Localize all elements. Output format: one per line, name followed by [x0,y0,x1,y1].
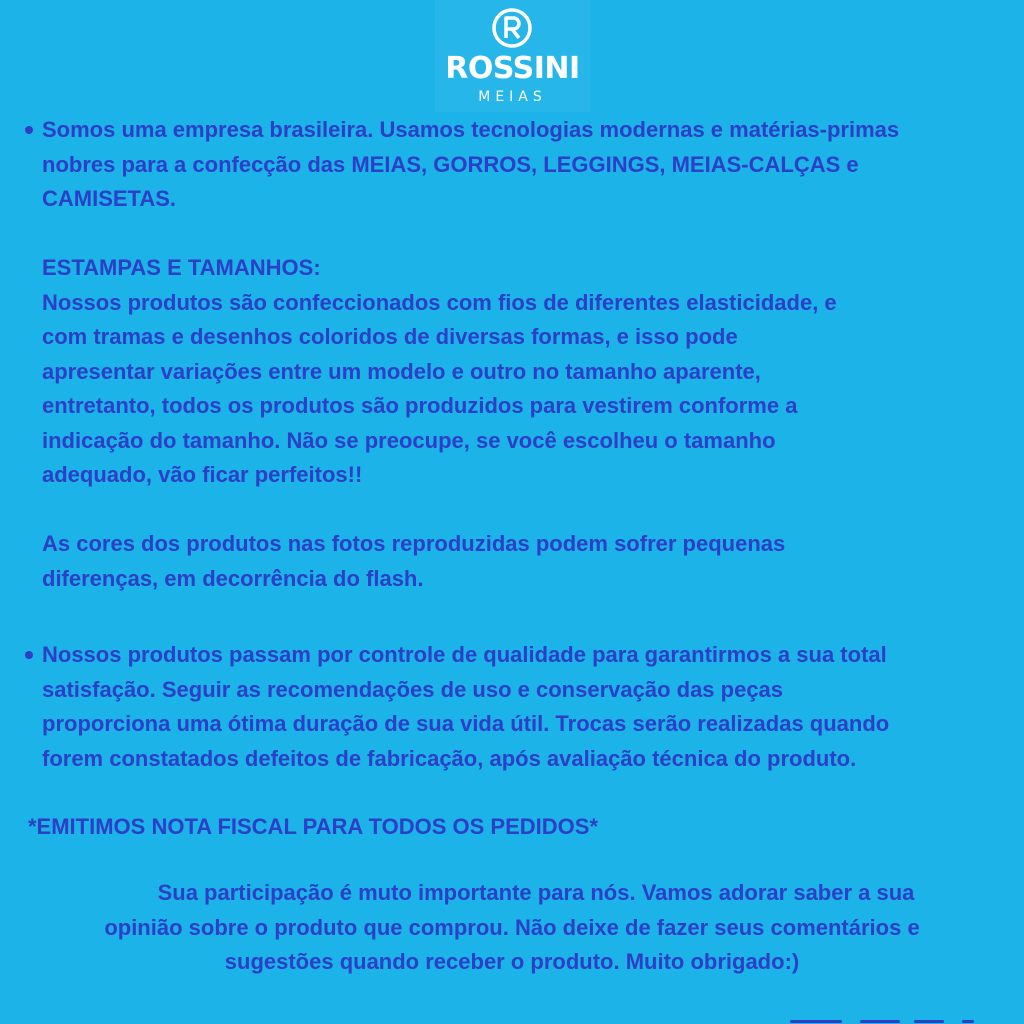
text-line: As cores dos produtos nas fotos reproduzidas podem sofrer pequenas [42,531,786,556]
text-line: apresentar variações entre um modelo e outro no tamanho aparente, [42,358,761,384]
logo-subtitle: MEIAS [478,89,547,105]
text-line: com tramas e desenhos coloridos de diversas formas, e isso pode [42,324,738,349]
section-heading: ESTAMPAS E TAMANHOS: [42,255,321,280]
text-line: satisfação. Seguir as recomendações de uso e conservação das peças [42,676,784,702]
text-line: opinião sobre o produto que comprou. Não deixe de fazer seus comentários e [104,914,920,940]
text-line: diferenças, em decorrência do flash. [42,565,424,591]
spacer [42,217,899,252]
text-line: entretanto, todos os produtos são produzidos para vestirem conforme a [42,393,798,418]
text-line: Nossos produtos passam por controle de qualidade para garantirmos a sua total [42,642,887,667]
text-line: nobres para a confecção das MEIAS, GORROS, LEGGINGS, MEIAS-CALÇAS e [42,151,859,177]
invoice-notice: *EMITIMOS NOTA FISCAL PARA TODOS OS PEDIDOS* [28,814,599,839]
text-line: proporciona uma ótima duração de sua vida útil. Trocas serão realizadas quando [42,711,890,736]
logo-wordmark: ROSSINI [445,51,580,86]
rossini-logo [435,0,590,112]
text-line: Somos uma empresa brasileira. Usamos tecnologias modernas e matérias-primas [42,117,900,142]
text-line: sugestões quando receber o produto. Muito obrigado:) [224,949,800,974]
spacer [42,493,899,528]
text-line: adequado, vão ficar perfeitos!! [42,462,363,487]
bullet-dot [25,126,33,134]
text-line: indicação do tamanho. Não se preocupe, se você escolheu o tamanho [42,427,776,453]
text-line: Nossos produtos são confeccionados com fios de diferentes elasticidade, e [42,289,837,315]
bullet-item-quality [42,638,889,776]
cropped-text-fragment [790,1016,990,1024]
r-logo-icon [492,8,532,48]
closing-message [0,876,1024,980]
bullet-dot [25,651,33,659]
text-line: CAMISETAS. [42,186,177,211]
text-line: forem constatados defeitos de fabricação, após avaliação técnica do produto. [42,745,857,771]
bullet-item-company [42,113,899,596]
text-line: Sua participação é muto importante para nós. Vamos adorar saber a sua [157,880,915,905]
